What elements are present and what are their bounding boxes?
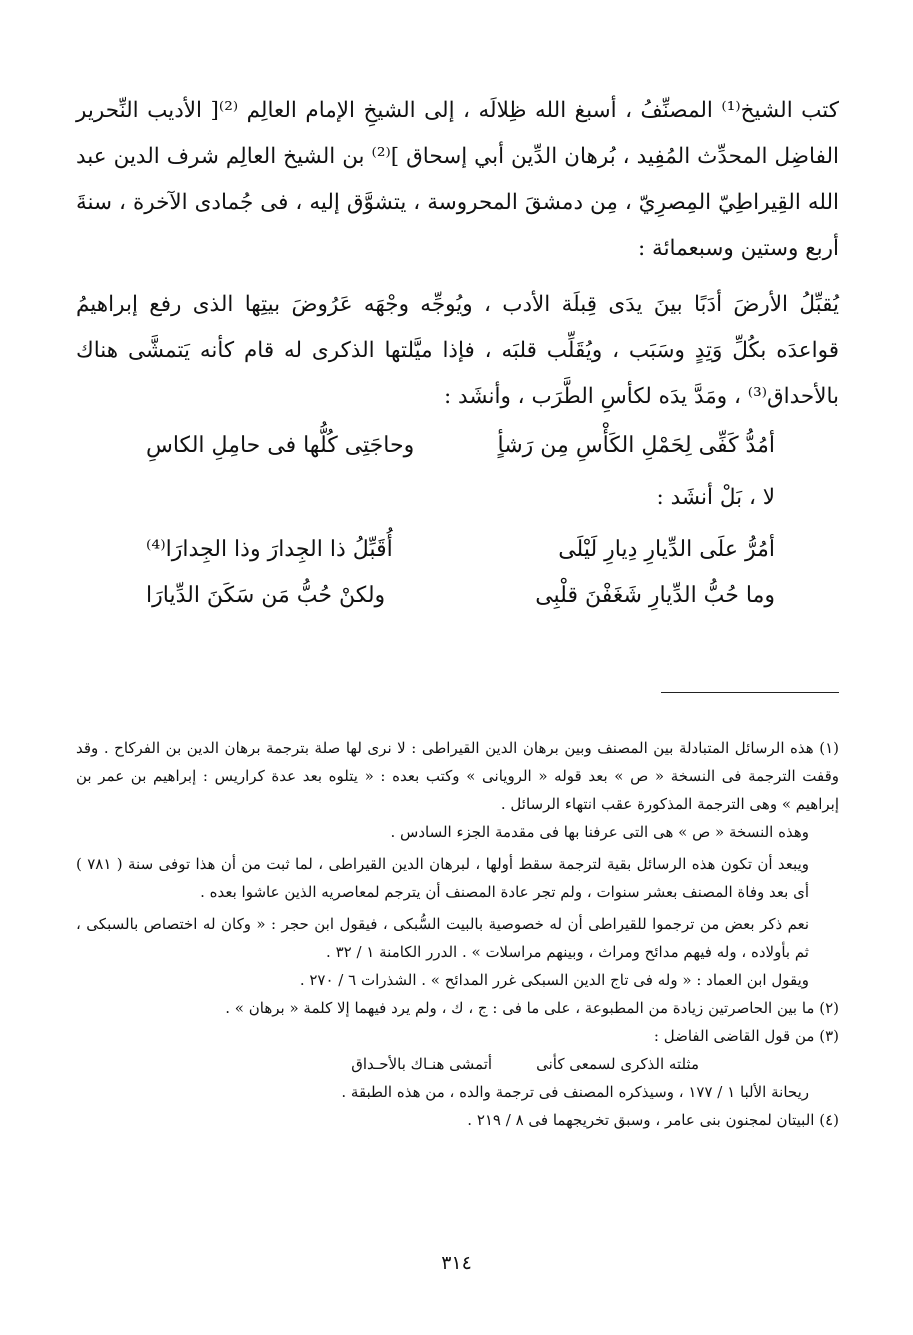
footnote-2: (٢) ما بين الحاصرتين زيادة من المطبوعة ، على ما فى : ج ، ك ، ولم يرد فيهما إلا كلمة « برهان » .: [225, 999, 839, 1017]
footnote-3-verse: [76, 1050, 839, 1078]
footnote-1-paragraph: وهذه النسخة « ص » هى التى عرفنا بها فى مقدمة الجزء السادس .: [390, 823, 809, 841]
verse-line: [76, 524, 839, 576]
footnote-4: (٤) البيتان لمجنون بنى عامر ، وسبق تخريجهما فى ٨ / ٢١٩ .: [467, 1111, 839, 1129]
footnote-1-paragraph: ويقول ابن العماد : « وله فى تاج الدين السبكى غرر المدائح » . الشذرات ٦ / ٢٧٠ .: [299, 971, 809, 989]
prose-line: لا ، بَلْ أنشَد :: [656, 485, 775, 510]
footnote-verse-second-hemistich: أتمشى هنـاك بالأحـداق: [351, 1055, 493, 1073]
verse-first-hemistich: أمُرُّ علَى الدِّيارِ دِيارِ لَيْلَى: [558, 537, 775, 562]
footnote-separator: [661, 692, 839, 693]
footnote-verse-first-hemistich: مثلته الذكرى لسمعى كأنى: [536, 1055, 699, 1073]
footnotes: [76, 734, 839, 1134]
verse-line: [76, 420, 839, 472]
verse-second-hemistich: أُقَبِّلُ ذا الجِدارَ وذا الجِدارَا⁽⁴⁾: [146, 537, 393, 562]
main-text: [76, 88, 839, 622]
paragraph-letter-heading: كتب الشيخ⁽¹⁾ المصنِّفُ ، أسبغ الله ظِلالَه ، إلى الشيخِ الإمام العالِم ⁽²⁾[ الأديب النِّحرير الفاضِل المحدِّث المُفِيد ، بُرهان الدِّين أبي إسحاق ]⁽²⁾ بن الشيخ العالِم شرف الدين عبد الله القِيراطِيّ المِصرِيّ ، مِن دمشقَ المحروسة ، يتشوَّق إليه ، فى جُمادى الآخرة ، سنةَ أربع وستين وسبعمائة :: [76, 98, 840, 261]
footnote-1-paragraph: نعم ذكر بعض من ترجموا للقيراطى أن له خصوصية بالبيت السُّبكى ، فيقول ابن حجر : « وكان له اختصاص بالسبكى ، ثم بأولاده ، وله فيهم مدائح ومراث ، وبينهم مراسلات » . الدرر الكامنة ١ / ٣٢ .: [76, 915, 809, 961]
verse-line: [76, 570, 839, 622]
footnote-1-paragraph: ويبعد أن تكون هذه الرسائل بقية لترجمة سقط أولها ، لبرهان الدين القيراطى ، لما ثبت من أن هذا توفى سنة ( ٧٨١ ) أى بعد وفاة المصنف بعشر سنوات ، ولم تجر عادة المصنف أن يترجم لمعاصريه الذين عاشوا بعده .: [76, 855, 809, 901]
paragraph-letter-body: يُقبِّلُ الأرضَ أدَبًا بينَ يدَى قِبلَة الأدب ، ويُوجِّه وجْهَه عَرُوضَ بيتِها الذى رفع إبراهيمُ قواعدَه بكُلِّ وَتِدٍ وسَبَب ، ويُقَلِّب قلبَه ، فإذا ميَّلتها الذكرى له قام كأنه يَتمشَّى هناك بالأحداق⁽³⁾ ، ومَدَّ يدَه لكأسِ الطَّرَب ، وأنشَد :: [76, 292, 839, 409]
footnote-3: (٣) من قول القاضى الفاضل :: [653, 1027, 839, 1045]
page-number: ٣١٤: [441, 1252, 472, 1274]
footnote-1: (١) هذه الرسائل المتبادلة بين المصنف وبين برهان الدين القيراطى : لا نرى لها صلة بترجمة برهان الدين بن الفركاح . وقد وقفت الترجمة فى النسخة « ص » بعد قوله « الرويانى » وكتب بعده : « يتلوه بعد عدة كراريس : إبراهيم بن عمر بن إبراهيم » وهى الترجمة المذكورة عقب انتهاء الرسائل .: [76, 739, 839, 813]
verse-first-hemistich: أمُدُّ كَفِّى لِحَمْلِ الكَأْسِ مِن رَشأٍ: [497, 433, 775, 458]
verse-second-hemistich: ولكنْ حُبُّ مَن سَكَنَ الدِّيارَا: [146, 583, 386, 608]
footnote-3-source: ريحانة الألبا ١ / ١٧٧ ، وسيذكره المصنف فى ترجمة والده ، من هذه الطبقة .: [341, 1083, 809, 1101]
verse-first-hemistich: وما حُبُّ الدِّيارِ شَغَفْنَ قلْبِى: [535, 583, 775, 608]
verse-second-hemistich: وحاجَتِى كُلُّها فى حامِلِ الكاسِ: [146, 433, 415, 458]
